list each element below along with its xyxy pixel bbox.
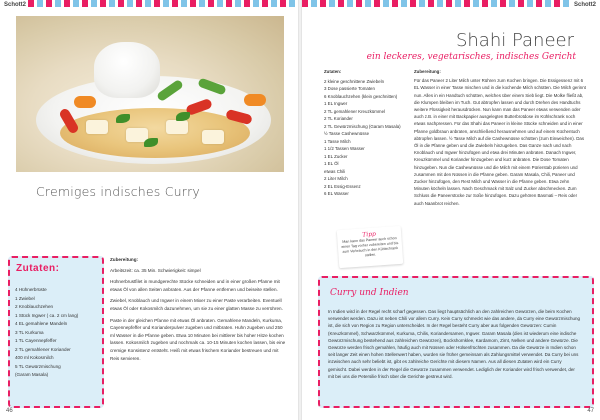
- curry-photo: [16, 16, 284, 172]
- list-item: 1 EL Öl: [324, 161, 339, 166]
- list-item: 2 TL gemahlener Koriander: [15, 346, 71, 352]
- right-header: Schott2: [573, 2, 596, 8]
- prep-time: Arbeitszeit: ca. 35 Min. Schwierigkeit: simpel: [110, 267, 201, 273]
- carrot-slice: [74, 96, 96, 108]
- ingredients-title: Zutaten:: [16, 263, 60, 274]
- list-item: 4 EL gemahlene Mandeln: [15, 321, 68, 326]
- list-item: 1 Zwiebel: [15, 295, 35, 301]
- page-number: 46: [6, 408, 13, 414]
- list-item: 1 EL Zucker: [324, 153, 348, 159]
- list-item: 2 kleine geschnittene Zwiebeln: [324, 78, 385, 84]
- prep-paragraph: Zwiebel, Knoblauch und Ingwer in einem Mixer zu einer Paste verarbeiten. Eventuell etwas Öl oder Kokosmilch dazunehmen, um sie zu einer glatten Masse zu verrühren.: [110, 298, 283, 311]
- left-header: Schott2: [4, 2, 27, 8]
- list-item: 2 TL Gewürzmischung (Garam Masala): [324, 123, 401, 129]
- ingredients-label: Zutaten:: [324, 69, 342, 74]
- prep-paragraph: Hühnerbrustfilet in mundgerechte Stücke schneiden und in einer großen Pfanne mit etwas Öl von allen Seiten anbraten. Aus der Pfanne entfernen und beiseite stellen.: [110, 279, 280, 292]
- ingredients-list: [15, 286, 78, 380]
- info-title: Curry und Indien: [330, 288, 409, 298]
- list-item: (Garam Masala): [15, 372, 49, 377]
- recipe-title: Shahi Paneer: [455, 30, 574, 51]
- tip-title: Tipp: [362, 230, 377, 239]
- right-page: [302, 0, 600, 420]
- list-item: 6 Knoblauchzehen (klein geschnitten): [324, 93, 398, 99]
- list-item: etwas Chili: [324, 168, 346, 174]
- prep-paragraph: Paste in der gleichen Pfanne mit etwas Öl anbraten. Gemahlene Mandeln, Kurkuma, Cayennepfeffer und Korianderpulver zugeben und mitbraten. Huhn zugeben und 250 ml Wasser in die Pfanne geben. Etwa 10 Minuten bei mittlerer bis hoher Hitze kochen lassen. Kokosmilch zugeben und nochmals ca. 10-15 Minuten kochen lassen, bis eine cremige Konsistenz entsteht. Heiß mit etwas frischem Koriander bestreuen und mit Reis servieren.: [110, 317, 286, 361]
- tip-note: [337, 226, 403, 268]
- preparation-column: [414, 68, 586, 207]
- list-item: 4 Hühnerbrüste: [15, 287, 47, 292]
- prep-label: Zubereitung:: [414, 69, 441, 74]
- list-item: 1 Tasse Milch: [324, 138, 351, 144]
- chicken-piece: [166, 120, 188, 134]
- list-item: 2 Liter Milch: [324, 176, 348, 181]
- ingredients-column: [324, 68, 402, 198]
- list-item: 1 EL Ingwer: [324, 101, 348, 106]
- list-item: 1 TL Cayennepfeffer: [15, 338, 57, 343]
- tip-body: Man kann das Paneer auch schon einen Tag vorher zubereiten und bis zum Verbrauch in den Kühlschrank stellen.: [341, 236, 399, 258]
- list-item: 3 Dose passierte Tomaten: [324, 86, 375, 91]
- info-box: [318, 276, 594, 408]
- list-item: 5 TL Gewürzmischung: [15, 363, 61, 369]
- rice-mound: [94, 42, 160, 98]
- list-item: 1 1/2 Tassen Wasser: [324, 146, 365, 151]
- chicken-piece: [86, 120, 108, 134]
- page-number: 47: [587, 408, 594, 414]
- preparation: [110, 256, 288, 362]
- decorative-stripe: [28, 0, 298, 7]
- list-item: 2 EL Essig-Essenz: [324, 183, 361, 189]
- ingredients-box: [8, 256, 104, 408]
- info-body: In Indien wird in der Regel recht scharf gegessen. Das liegt hauptsächlich an den zahlreichen Gewürzen, die beim Kochen verwendet werden. Dazu ist neben Chili vor allem Curry. Kein Curry schmeckt wie das andere, da Curry eine Gewürzmischung ist, die sich von Region zu Region unterscheidet. In der Regel besteht Curry aber aus folgenden Gewürzen: Cumin (Kreuzkümmel), Schwarzkümmel, Kurkuma, Chilis, Koriandersamen, Ingwer. Garam Masala (dies ist wiederum eine indische Gewürzmischung bestehend aus zahlreichen Gewürzen), Bockshornklee, Kardamom, Zimt, Nelken und andere Gewürze. Die Gewürze werden frisch gemahlen, häufig auch mit Nüssen oder Hülsenfrüchten zusammen. Da die Gewürze in Indien schon seit langer Zeit einen hohen Stellenwert haben, wurden sie früher gemeinsam als Zahlungsmittel verwendet. Da Curry bei uns inzwischen auch sehr beliebt ist, gibt es zahlreiche Gerichte mit diesem Namen. Aus all diesen Zutaten wird ein Curry gemischt. Dabei werden in der Regel die Gewürze zusammen verwendet. Lediglich der Koriander wird frisch verwendet, der mit bei uns die Petersilie frisch über die Gerichte gestreut wird.: [328, 309, 581, 379]
- dish-title: Cremiges indisches Curry: [36, 184, 201, 199]
- list-item: 2 Knoblauchzehen: [15, 304, 54, 309]
- list-item: 400 ml Kokosmilch: [15, 355, 54, 360]
- left-page: [0, 0, 298, 420]
- list-item: 3 TL Kurkuma: [15, 329, 44, 335]
- prep-text: Für das Paneer 2 Liter Milch unter Rühren zum Kochen bringen. Die Essigessenz mit 6 EL Wasser in einer Tasse mischen und in die kochende Milch schütten. Die Milch gerinnt nun. Alles in ein Handtuch schütten, welches über einem Sieb liegt. Die Molke fließt ab, die Klumpen bleiben im Tuch. Gut abtropfen lassen und durch Drehen des Handtuchs weitere Flüssigkeit herausdrücken. Nun kann man das Paneer etwas verwenden oder auch z.B. in einer mit Backpapier ausgelegten Butterbrotdose im Kühlschrank noch etwas nachpressen. Für das Shahi das Paneer in kleine Stücke schneiden und in einer Pfanne goldbraun anbraten, anschließend herausnehmen und auf einem Küchentuch abtropfen lassen. ½ Tasse Milch auf die Cashewnüsse schütten (zum Einweichen). Das Öl in die Pfanne geben und die Zwiebeln hinzugeben. Das Ganze nach und nach Knoblauch und Ingwer hinzufügen und etwa drei Minuten anbraten. Danach Ingwer, Kreuzkümmel und Koriander hinzugeben und kurz anbraten. Die Dose Tomaten hinzugeben. Nun die Cashewnüsse und die Milch mit einem Pürierstab pürieren und zusammen mit den Nüssen in die Pfanne geben. Garam Masala, Chili, Paneer und Zucker hinzufügen, den Rest Milch und Wasser in die Pfanne geben. Etwa zehn Minuten köcheln lassen. Nach Geschmack mit Salz und Zucker abschmecken. Zum Schluss die Paneerstücke zur Soße hinzufügen. Dazu gehören Basmati – Reis oder auch Naanbrot reichen.: [414, 78, 586, 206]
- carrot-slice: [244, 94, 266, 106]
- list-item: ½ Tasse Cashewnüsse: [324, 131, 370, 136]
- list-item: 2 TL gemahlener Kreuzkümmel: [324, 108, 386, 114]
- recipe-subtitle: ein leckeres, vegetarisches, indisches Gericht: [366, 52, 576, 62]
- decorative-stripe: [302, 0, 572, 7]
- chicken-piece: [202, 130, 224, 144]
- prep-label: Zubereitung:: [110, 257, 139, 262]
- list-item: 2 TL Koriander: [324, 116, 353, 121]
- list-item: 6 EL Wasser: [324, 191, 349, 196]
- list-item: 1 Stück Ingwer ( ca. 2 cm lang): [15, 312, 79, 318]
